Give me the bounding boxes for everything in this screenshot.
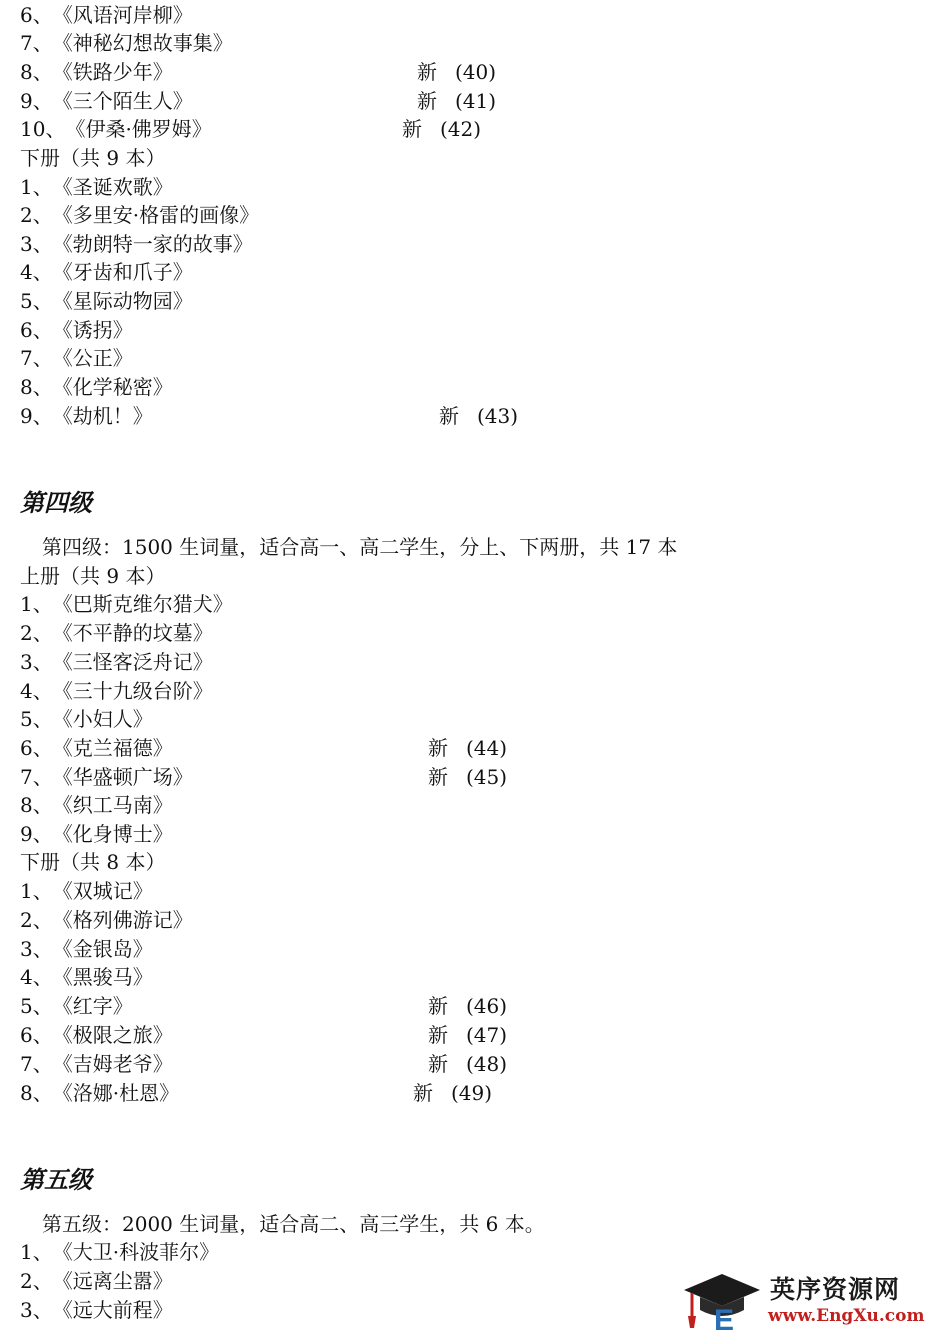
section-subheader: 下册（共 9 本） xyxy=(20,146,166,170)
item-number: 4、 xyxy=(20,260,53,284)
book-title: 《多里安·格雷的画像》 xyxy=(52,203,260,227)
book-title: 《双城记》 xyxy=(52,879,153,903)
book-title: 《小妇人》 xyxy=(52,707,153,731)
list-item xyxy=(20,173,173,201)
section-subheader: 下册（共 8 本） xyxy=(20,850,166,874)
watermark-site-name: 英序资源网 xyxy=(770,1275,901,1304)
new-badge xyxy=(428,763,507,791)
book-title: 《黑骏马》 xyxy=(52,965,153,989)
list-item xyxy=(20,1267,173,1295)
book-title: 《三个陌生人》 xyxy=(52,89,193,113)
new-label: 新 xyxy=(413,1081,433,1105)
list-item xyxy=(20,705,153,733)
logo-letter: E xyxy=(713,1304,735,1334)
new-badge xyxy=(428,734,507,762)
list-item xyxy=(20,820,173,848)
new-badge xyxy=(439,402,518,430)
list-item xyxy=(20,1021,173,1049)
new-badge xyxy=(428,1050,507,1078)
book-title: 《远离尘嚣》 xyxy=(52,1269,173,1293)
item-number: 4、 xyxy=(20,965,53,989)
list-item xyxy=(20,677,213,705)
list-item xyxy=(20,29,233,57)
item-number: 8、 xyxy=(20,793,53,817)
new-label: 新 xyxy=(439,404,459,428)
new-label: 新 xyxy=(428,1023,448,1047)
item-number: 5、 xyxy=(20,707,53,731)
item-number: 4、 xyxy=(20,679,53,703)
book-title: 《圣诞欢歌》 xyxy=(52,175,173,199)
book-title: 《格列佛游记》 xyxy=(52,908,193,932)
item-number: 8、 xyxy=(20,60,53,84)
item-number: 7、 xyxy=(20,1052,53,1076)
item-number: 5、 xyxy=(20,289,53,313)
item-number: 7、 xyxy=(20,346,53,370)
new-code: (41) xyxy=(455,89,497,113)
list-item xyxy=(20,1238,219,1266)
new-label: 新 xyxy=(417,89,437,113)
item-number: 1、 xyxy=(20,592,53,616)
book-title: 《化身博士》 xyxy=(52,822,173,846)
book-title: 《伊桑·佛罗姆》 xyxy=(65,117,212,141)
list-item xyxy=(20,963,153,991)
item-number: 2、 xyxy=(20,1269,53,1293)
level-intro: 第四级：1500 生词量，适合高一、高二学生，分上、下两册，共 17 本 xyxy=(42,535,678,559)
new-label: 新 xyxy=(428,765,448,789)
book-title: 《克兰福德》 xyxy=(52,736,173,760)
new-code: (45) xyxy=(466,765,508,789)
new-badge xyxy=(417,87,496,115)
new-code: (42) xyxy=(440,117,482,141)
watermark-url[interactable]: www.EngXu.com xyxy=(768,1306,925,1326)
book-title: 《勃朗特一家的故事》 xyxy=(52,232,253,256)
list-item xyxy=(20,734,173,762)
book-title: 《织工马南》 xyxy=(52,793,173,817)
item-number: 9、 xyxy=(20,89,53,113)
book-title: 《不平静的坟墓》 xyxy=(52,621,213,645)
graduation-cap-icon xyxy=(680,1268,764,1334)
book-title: 《公正》 xyxy=(52,346,133,370)
item-number: 6、 xyxy=(20,3,53,27)
level-intro: 第五级：2000 生词量，适合高二、高三学生，共 6 本。 xyxy=(42,1212,545,1236)
book-title: 《神秘幻想故事集》 xyxy=(52,31,233,55)
book-title: 《三十九级台阶》 xyxy=(52,679,213,703)
list-item xyxy=(20,1050,173,1078)
item-number: 2、 xyxy=(20,908,53,932)
item-number: 6、 xyxy=(20,736,53,760)
book-title: 《风语河岸柳》 xyxy=(52,3,193,27)
list-item xyxy=(20,935,153,963)
section-subheader: 上册（共 9 本） xyxy=(20,564,166,588)
new-code: (40) xyxy=(455,60,497,84)
list-item xyxy=(20,763,193,791)
book-title: 《巴斯克维尔猎犬》 xyxy=(52,592,233,616)
new-code: (44) xyxy=(466,736,508,760)
new-label: 新 xyxy=(428,736,448,760)
item-number: 6、 xyxy=(20,318,53,342)
new-label: 新 xyxy=(417,60,437,84)
list-item xyxy=(20,1079,179,1107)
list-item xyxy=(20,619,213,647)
list-item xyxy=(20,1296,173,1324)
book-title: 《牙齿和爪子》 xyxy=(52,260,193,284)
list-item xyxy=(20,648,213,676)
item-number: 9、 xyxy=(20,822,53,846)
new-label: 新 xyxy=(428,1052,448,1076)
new-badge xyxy=(417,58,496,86)
item-number: 1、 xyxy=(20,1240,53,1264)
new-label: 新 xyxy=(428,994,448,1018)
book-title: 《大卫·科波菲尔》 xyxy=(52,1240,220,1264)
book-title: 《华盛顿广场》 xyxy=(52,765,193,789)
item-number: 10、 xyxy=(20,117,66,141)
list-item xyxy=(20,992,133,1020)
new-code: (49) xyxy=(451,1081,493,1105)
book-title: 《诱拐》 xyxy=(52,318,133,342)
list-item xyxy=(20,230,253,258)
book-title: 《化学秘密》 xyxy=(52,375,173,399)
item-number: 8、 xyxy=(20,375,53,399)
item-number: 8、 xyxy=(20,1081,53,1105)
item-number: 2、 xyxy=(20,203,53,227)
list-item xyxy=(20,791,173,819)
site-watermark xyxy=(680,1268,925,1334)
list-item xyxy=(20,258,193,286)
book-title: 《远大前程》 xyxy=(52,1298,173,1322)
new-code: (43) xyxy=(477,404,519,428)
level-heading: 第五级 xyxy=(20,1166,92,1194)
item-number: 7、 xyxy=(20,31,53,55)
list-item xyxy=(20,402,153,430)
item-number: 3、 xyxy=(20,232,53,256)
list-item xyxy=(20,87,193,115)
new-code: (46) xyxy=(466,994,508,1018)
new-badge xyxy=(413,1079,492,1107)
list-item xyxy=(20,344,133,372)
new-badge xyxy=(402,115,481,143)
book-title: 《铁路少年》 xyxy=(52,60,173,84)
new-label: 新 xyxy=(402,117,422,141)
item-number: 9、 xyxy=(20,404,53,428)
book-title: 《洛娜·杜恩》 xyxy=(52,1081,180,1105)
book-title: 《极限之旅》 xyxy=(52,1023,173,1047)
item-number: 3、 xyxy=(20,1298,53,1322)
list-item xyxy=(20,115,212,143)
book-title: 《吉姆老爷》 xyxy=(52,1052,173,1076)
item-number: 7、 xyxy=(20,765,53,789)
item-number: 2、 xyxy=(20,621,53,645)
new-badge xyxy=(428,992,507,1020)
list-item xyxy=(20,316,133,344)
list-item xyxy=(20,58,173,86)
book-title: 《三怪客泛舟记》 xyxy=(52,650,213,674)
level-heading: 第四级 xyxy=(20,489,92,517)
item-number: 1、 xyxy=(20,879,53,903)
new-code: (48) xyxy=(466,1052,508,1076)
item-number: 3、 xyxy=(20,650,53,674)
list-item xyxy=(20,373,173,401)
list-item xyxy=(20,201,259,229)
item-number: 3、 xyxy=(20,937,53,961)
new-code: (47) xyxy=(466,1023,508,1047)
list-item xyxy=(20,590,233,618)
list-item xyxy=(20,1,193,29)
new-badge xyxy=(428,1021,507,1049)
item-number: 5、 xyxy=(20,994,53,1018)
book-title: 《劫机！》 xyxy=(52,404,153,428)
book-title: 《红字》 xyxy=(52,994,133,1018)
item-number: 6、 xyxy=(20,1023,53,1047)
item-number: 1、 xyxy=(20,175,53,199)
list-item xyxy=(20,877,153,905)
list-item xyxy=(20,287,193,315)
book-title: 《星际动物园》 xyxy=(52,289,193,313)
book-title: 《金银岛》 xyxy=(52,937,153,961)
list-item xyxy=(20,906,193,934)
